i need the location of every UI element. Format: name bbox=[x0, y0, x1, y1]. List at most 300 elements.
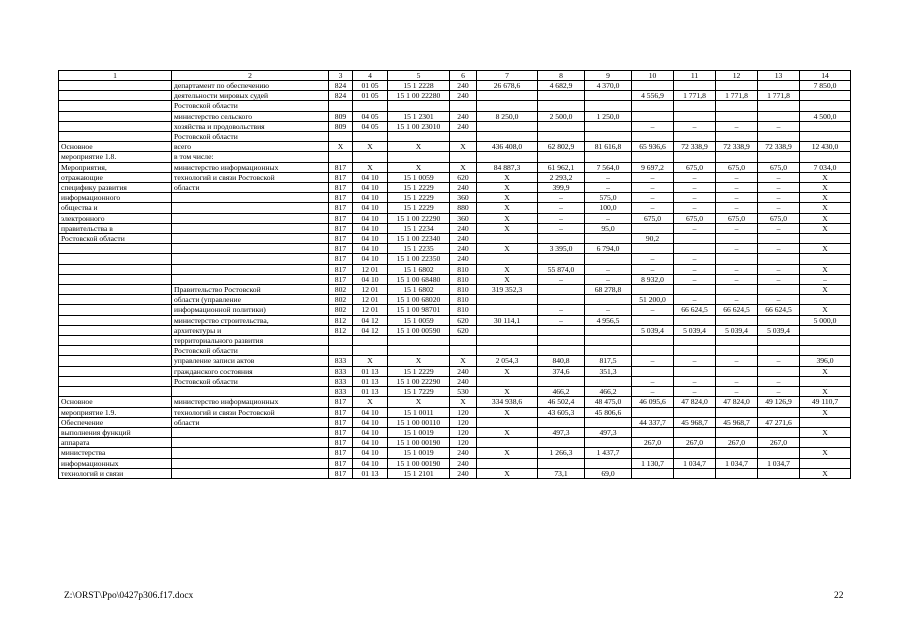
table-cell: 15 1 0019 bbox=[388, 448, 450, 458]
table-cell bbox=[59, 325, 172, 335]
table-cell: 12 01 bbox=[353, 285, 388, 295]
table-cell: – bbox=[538, 193, 585, 203]
table-row bbox=[59, 91, 851, 101]
table-cell bbox=[477, 417, 538, 427]
table-cell: – bbox=[716, 183, 758, 193]
table-cell: хозяйства и продовольствия bbox=[172, 121, 329, 131]
table-cell: X bbox=[800, 244, 851, 254]
table-cell bbox=[477, 91, 538, 101]
table-cell bbox=[59, 132, 172, 142]
table-cell bbox=[477, 152, 538, 162]
table-cell: 240 bbox=[450, 448, 477, 458]
table-cell bbox=[585, 346, 632, 356]
table-cell bbox=[538, 417, 585, 427]
header-cell: 1 bbox=[59, 71, 172, 81]
table-cell: 675,0 bbox=[758, 213, 800, 223]
table-cell: 48 475,0 bbox=[585, 397, 632, 407]
table-cell: 15 1 00 00190 bbox=[388, 458, 450, 468]
table-cell bbox=[632, 448, 674, 458]
table-cell: информационного bbox=[59, 193, 172, 203]
table-cell bbox=[674, 81, 716, 91]
table-cell: Ростовской области bbox=[172, 101, 329, 111]
table-cell bbox=[800, 132, 851, 142]
header-cell: 3 bbox=[329, 71, 353, 81]
table-cell: X bbox=[800, 264, 851, 274]
table-row bbox=[59, 285, 851, 295]
table-cell: – bbox=[674, 254, 716, 264]
table-cell: – bbox=[674, 376, 716, 386]
table-cell bbox=[353, 336, 388, 346]
table-cell: – bbox=[758, 183, 800, 193]
table-cell: X bbox=[800, 468, 851, 478]
table-cell: 840,8 bbox=[538, 356, 585, 366]
table-row bbox=[59, 458, 851, 468]
table-cell: 44 337,7 bbox=[632, 417, 674, 427]
table-cell: 240 bbox=[450, 183, 477, 193]
table-cell: 810 bbox=[450, 305, 477, 315]
table-cell: 01 05 bbox=[353, 91, 388, 101]
table-cell: 30 114,1 bbox=[477, 315, 538, 325]
table-cell: 240 bbox=[450, 244, 477, 254]
table-cell bbox=[585, 376, 632, 386]
table-cell bbox=[59, 356, 172, 366]
table-cell bbox=[585, 91, 632, 101]
table-cell bbox=[800, 417, 851, 427]
table-cell: – bbox=[538, 213, 585, 223]
table-cell bbox=[716, 132, 758, 142]
table-cell: 240 bbox=[450, 254, 477, 264]
table-cell: 802 bbox=[329, 285, 353, 295]
table-cell: 240 bbox=[450, 234, 477, 244]
table-cell bbox=[477, 438, 538, 448]
table-cell: – bbox=[674, 193, 716, 203]
table-cell: 81 616,8 bbox=[585, 142, 632, 152]
table-row bbox=[59, 407, 851, 417]
table-cell: – bbox=[716, 387, 758, 397]
table-cell: 72 338,9 bbox=[674, 142, 716, 152]
table-cell bbox=[538, 91, 585, 101]
table-cell bbox=[538, 121, 585, 131]
table-cell: – bbox=[716, 223, 758, 233]
table-cell: 817 bbox=[329, 213, 353, 223]
table-cell bbox=[450, 101, 477, 111]
table-cell: – bbox=[674, 264, 716, 274]
table-cell: 824 bbox=[329, 81, 353, 91]
table-cell bbox=[716, 468, 758, 478]
table-cell: – bbox=[758, 223, 800, 233]
table-cell: 04 10 bbox=[353, 234, 388, 244]
table-cell: 04 10 bbox=[353, 438, 388, 448]
table-cell bbox=[59, 254, 172, 264]
table-cell: – bbox=[758, 387, 800, 397]
table-cell: аппарата bbox=[59, 438, 172, 448]
table-cell: – bbox=[758, 203, 800, 213]
table-cell bbox=[538, 132, 585, 142]
table-cell: – bbox=[758, 264, 800, 274]
table-cell: X bbox=[800, 305, 851, 315]
table-cell: 26 678,6 bbox=[477, 81, 538, 91]
table-cell bbox=[172, 213, 329, 223]
table-cell: X bbox=[800, 366, 851, 376]
table-cell: – bbox=[538, 223, 585, 233]
table-cell: – bbox=[716, 356, 758, 366]
table-cell: 620 bbox=[450, 172, 477, 182]
table-cell: министерство строительства, bbox=[172, 315, 329, 325]
table-row bbox=[59, 193, 851, 203]
table-cell: 817 bbox=[329, 183, 353, 193]
table-cell: 6 794,0 bbox=[585, 244, 632, 254]
table-cell: 833 bbox=[329, 387, 353, 397]
table-cell: X bbox=[477, 244, 538, 254]
table-cell bbox=[59, 295, 172, 305]
table-cell bbox=[800, 376, 851, 386]
table-cell: 810 bbox=[450, 264, 477, 274]
table-cell bbox=[59, 244, 172, 254]
table-cell: – bbox=[538, 203, 585, 213]
table-cell bbox=[758, 336, 800, 346]
table-cell: 817 bbox=[329, 407, 353, 417]
table-cell bbox=[800, 325, 851, 335]
table-cell: 15 1 2229 bbox=[388, 193, 450, 203]
table-cell: 15 1 2235 bbox=[388, 244, 450, 254]
header-row bbox=[59, 71, 851, 81]
table-cell bbox=[172, 387, 329, 397]
table-cell: – bbox=[632, 172, 674, 182]
table-cell: 817 bbox=[329, 448, 353, 458]
table-cell bbox=[800, 438, 851, 448]
table-cell bbox=[585, 336, 632, 346]
table-cell: – bbox=[538, 315, 585, 325]
table-cell bbox=[758, 101, 800, 111]
table-cell: X bbox=[477, 468, 538, 478]
table-cell: общества и bbox=[59, 203, 172, 213]
table-row bbox=[59, 346, 851, 356]
table-cell bbox=[172, 274, 329, 284]
table-cell: 84 887,3 bbox=[477, 162, 538, 172]
table-cell: 15 1 00 68020 bbox=[388, 295, 450, 305]
table-cell bbox=[59, 264, 172, 274]
table-cell: X bbox=[353, 397, 388, 407]
table-cell bbox=[59, 111, 172, 121]
table-row bbox=[59, 244, 851, 254]
table-cell bbox=[800, 91, 851, 101]
table-cell: 817 bbox=[329, 244, 353, 254]
table-cell bbox=[716, 346, 758, 356]
table-cell: 240 bbox=[450, 111, 477, 121]
table-cell: 15 1 0011 bbox=[388, 407, 450, 417]
table-cell: X bbox=[477, 366, 538, 376]
budget-table-container bbox=[58, 70, 850, 479]
table-cell bbox=[329, 346, 353, 356]
table-cell: министерство информационных bbox=[172, 162, 329, 172]
table-cell bbox=[674, 315, 716, 325]
table-cell: X bbox=[800, 448, 851, 458]
table-cell bbox=[632, 111, 674, 121]
table-cell bbox=[800, 121, 851, 131]
table-cell: 120 bbox=[450, 417, 477, 427]
table-cell: 04 10 bbox=[353, 274, 388, 284]
table-cell: 49 110,7 bbox=[800, 397, 851, 407]
table-cell bbox=[800, 152, 851, 162]
table-cell: – bbox=[716, 376, 758, 386]
table-cell bbox=[800, 234, 851, 244]
table-cell: Основное bbox=[59, 397, 172, 407]
table-cell: Обеспечение bbox=[59, 417, 172, 427]
table-cell: – bbox=[716, 264, 758, 274]
table-row bbox=[59, 376, 851, 386]
table-cell: X bbox=[388, 142, 450, 152]
table-cell: X bbox=[477, 407, 538, 417]
table-cell bbox=[716, 366, 758, 376]
table-cell: – bbox=[674, 203, 716, 213]
table-cell bbox=[585, 325, 632, 335]
table-cell: области bbox=[172, 183, 329, 193]
table-cell: информационной политики) bbox=[172, 305, 329, 315]
table-cell: 46 502,4 bbox=[538, 397, 585, 407]
table-cell: X bbox=[450, 162, 477, 172]
table-cell bbox=[758, 254, 800, 264]
table-cell: X bbox=[477, 203, 538, 213]
table-cell: департамент по обеспечению bbox=[172, 81, 329, 91]
table-cell: X bbox=[450, 142, 477, 152]
page-number: 22 bbox=[834, 591, 844, 601]
table-cell: – bbox=[758, 376, 800, 386]
table-cell bbox=[716, 234, 758, 244]
table-cell: 46 095,6 bbox=[632, 397, 674, 407]
table-cell: 45 806,6 bbox=[585, 407, 632, 417]
table-cell: 1 266,3 bbox=[538, 448, 585, 458]
table-cell bbox=[632, 132, 674, 142]
table-cell: 04 10 bbox=[353, 203, 388, 213]
table-cell bbox=[172, 438, 329, 448]
table-cell bbox=[674, 101, 716, 111]
table-cell bbox=[353, 132, 388, 142]
table-cell: 360 bbox=[450, 213, 477, 223]
table-cell bbox=[716, 336, 758, 346]
table-cell: X bbox=[450, 356, 477, 366]
table-cell bbox=[477, 132, 538, 142]
table-cell: X bbox=[800, 407, 851, 417]
table-cell: – bbox=[674, 295, 716, 305]
table-cell: 817,5 bbox=[585, 356, 632, 366]
table-cell bbox=[716, 285, 758, 295]
table-cell bbox=[800, 346, 851, 356]
table-cell: 9 697,2 bbox=[632, 162, 674, 172]
table-cell bbox=[585, 234, 632, 244]
table-cell: 436 408,0 bbox=[477, 142, 538, 152]
table-cell bbox=[172, 448, 329, 458]
table-cell bbox=[758, 285, 800, 295]
table-cell: – bbox=[758, 244, 800, 254]
table-cell bbox=[632, 407, 674, 417]
table-cell bbox=[758, 366, 800, 376]
table-cell bbox=[538, 346, 585, 356]
table-cell bbox=[632, 223, 674, 233]
table-cell: 47 824,0 bbox=[674, 397, 716, 407]
table-cell bbox=[353, 152, 388, 162]
table-cell: 15 1 6802 bbox=[388, 285, 450, 295]
table-cell: 4 556,9 bbox=[632, 91, 674, 101]
table-cell bbox=[450, 132, 477, 142]
table-cell bbox=[758, 132, 800, 142]
table-cell: мероприятие 1.9. bbox=[59, 407, 172, 417]
table-cell: 62 802,9 bbox=[538, 142, 585, 152]
table-cell bbox=[585, 417, 632, 427]
table-cell bbox=[172, 264, 329, 274]
table-cell bbox=[585, 438, 632, 448]
table-cell: 466,2 bbox=[585, 387, 632, 397]
table-cell bbox=[477, 254, 538, 264]
table-cell: – bbox=[585, 274, 632, 284]
table-cell bbox=[59, 121, 172, 131]
table-cell: X bbox=[477, 264, 538, 274]
table-cell bbox=[758, 81, 800, 91]
table-cell: 620 bbox=[450, 315, 477, 325]
table-cell: – bbox=[674, 274, 716, 284]
table-cell: 351,3 bbox=[585, 366, 632, 376]
table-cell: – bbox=[674, 183, 716, 193]
table-cell: 04 10 bbox=[353, 172, 388, 182]
header-cell: 8 bbox=[538, 71, 585, 81]
table-cell: 2 054,3 bbox=[477, 356, 538, 366]
table-cell: 812 bbox=[329, 315, 353, 325]
table-cell: 72 338,9 bbox=[716, 142, 758, 152]
table-cell: 15 1 00 22340 bbox=[388, 234, 450, 244]
table-row bbox=[59, 213, 851, 223]
table-cell bbox=[329, 132, 353, 142]
table-cell: 04 10 bbox=[353, 244, 388, 254]
table-cell: 1 771,8 bbox=[674, 91, 716, 101]
table-cell: X bbox=[800, 213, 851, 223]
table-cell bbox=[585, 152, 632, 162]
table-cell: – bbox=[758, 356, 800, 366]
table-cell bbox=[172, 203, 329, 213]
table-cell: – bbox=[632, 305, 674, 315]
table-cell bbox=[477, 376, 538, 386]
table-cell: деятельности мировых судей bbox=[172, 91, 329, 101]
table-cell: 04 12 bbox=[353, 315, 388, 325]
table-cell: 240 bbox=[450, 91, 477, 101]
table-cell bbox=[388, 346, 450, 356]
table-cell: – bbox=[674, 172, 716, 182]
table-cell: 100,0 bbox=[585, 203, 632, 213]
table-cell: – bbox=[585, 183, 632, 193]
table-cell bbox=[59, 81, 172, 91]
header-cell: 7 bbox=[477, 71, 538, 81]
table-cell: X bbox=[800, 285, 851, 295]
table-cell: 15 1 00 00190 bbox=[388, 438, 450, 448]
table-cell: 43 605,3 bbox=[538, 407, 585, 417]
table-row bbox=[59, 387, 851, 397]
table-cell: 12 01 bbox=[353, 305, 388, 315]
table-cell: X bbox=[353, 162, 388, 172]
table-cell: 3 395,0 bbox=[538, 244, 585, 254]
table-cell bbox=[632, 101, 674, 111]
table-cell: 396,0 bbox=[800, 356, 851, 366]
table-row bbox=[59, 254, 851, 264]
table-cell: 15 1 2229 bbox=[388, 183, 450, 193]
table-cell: 15 1 00 98701 bbox=[388, 305, 450, 315]
table-cell: 530 bbox=[450, 387, 477, 397]
table-cell bbox=[538, 152, 585, 162]
table-cell: 12 01 bbox=[353, 264, 388, 274]
table-row bbox=[59, 305, 851, 315]
table-cell: 466,2 bbox=[538, 387, 585, 397]
table-cell: 15 1 7229 bbox=[388, 387, 450, 397]
table-cell: 61 962,1 bbox=[538, 162, 585, 172]
table-cell bbox=[758, 315, 800, 325]
table-cell bbox=[758, 111, 800, 121]
table-cell: Ростовской области bbox=[172, 346, 329, 356]
table-cell: 04 10 bbox=[353, 417, 388, 427]
table-cell: 15 1 6802 bbox=[388, 264, 450, 274]
table-cell: 2 500,0 bbox=[538, 111, 585, 121]
table-cell: 04 10 bbox=[353, 407, 388, 417]
table-cell: области (управление bbox=[172, 295, 329, 305]
table-cell: 04 12 bbox=[353, 325, 388, 335]
table-cell: 4 370,0 bbox=[585, 81, 632, 91]
table-cell bbox=[674, 234, 716, 244]
table-cell: 399,9 bbox=[538, 183, 585, 193]
header-cell: 11 bbox=[674, 71, 716, 81]
table-cell: – bbox=[585, 305, 632, 315]
table-cell: 47 824,0 bbox=[716, 397, 758, 407]
table-cell bbox=[388, 101, 450, 111]
table-cell bbox=[172, 458, 329, 468]
table-cell bbox=[59, 91, 172, 101]
header-cell: 2 bbox=[172, 71, 329, 81]
table-cell: – bbox=[758, 172, 800, 182]
table-cell: 675,0 bbox=[716, 162, 758, 172]
table-cell: – bbox=[632, 376, 674, 386]
table-cell: 15 1 0019 bbox=[388, 427, 450, 437]
table-cell: 833 bbox=[329, 356, 353, 366]
table-cell: 15 1 0059 bbox=[388, 315, 450, 325]
table-cell bbox=[538, 336, 585, 346]
table-cell: 120 bbox=[450, 438, 477, 448]
table-cell: 809 bbox=[329, 121, 353, 131]
table-cell: – bbox=[585, 172, 632, 182]
table-cell: 04 10 bbox=[353, 213, 388, 223]
table-cell: 267,0 bbox=[758, 438, 800, 448]
table-cell bbox=[353, 101, 388, 111]
table-cell: 817 bbox=[329, 417, 353, 427]
table-cell: 817 bbox=[329, 223, 353, 233]
table-cell: 04 10 bbox=[353, 254, 388, 264]
table-cell: 812 bbox=[329, 325, 353, 335]
table-cell bbox=[800, 458, 851, 468]
table-cell bbox=[59, 376, 172, 386]
table-cell: 04 05 bbox=[353, 121, 388, 131]
table-cell: отражающие bbox=[59, 172, 172, 182]
table-cell: Мероприятия, bbox=[59, 162, 172, 172]
table-cell: 15 1 00 22290 bbox=[388, 376, 450, 386]
table-cell bbox=[632, 336, 674, 346]
table-cell: 04 10 bbox=[353, 448, 388, 458]
table-cell bbox=[450, 336, 477, 346]
table-cell: X bbox=[477, 223, 538, 233]
table-cell: – bbox=[538, 274, 585, 284]
header-cell: 12 bbox=[716, 71, 758, 81]
table-cell: Правительство Ростовской bbox=[172, 285, 329, 295]
table-cell: 817 bbox=[329, 162, 353, 172]
table-cell bbox=[329, 101, 353, 111]
table-cell bbox=[172, 468, 329, 478]
table-cell bbox=[585, 132, 632, 142]
table-cell bbox=[716, 254, 758, 264]
table-cell: 240 bbox=[450, 366, 477, 376]
table-row bbox=[59, 172, 851, 182]
